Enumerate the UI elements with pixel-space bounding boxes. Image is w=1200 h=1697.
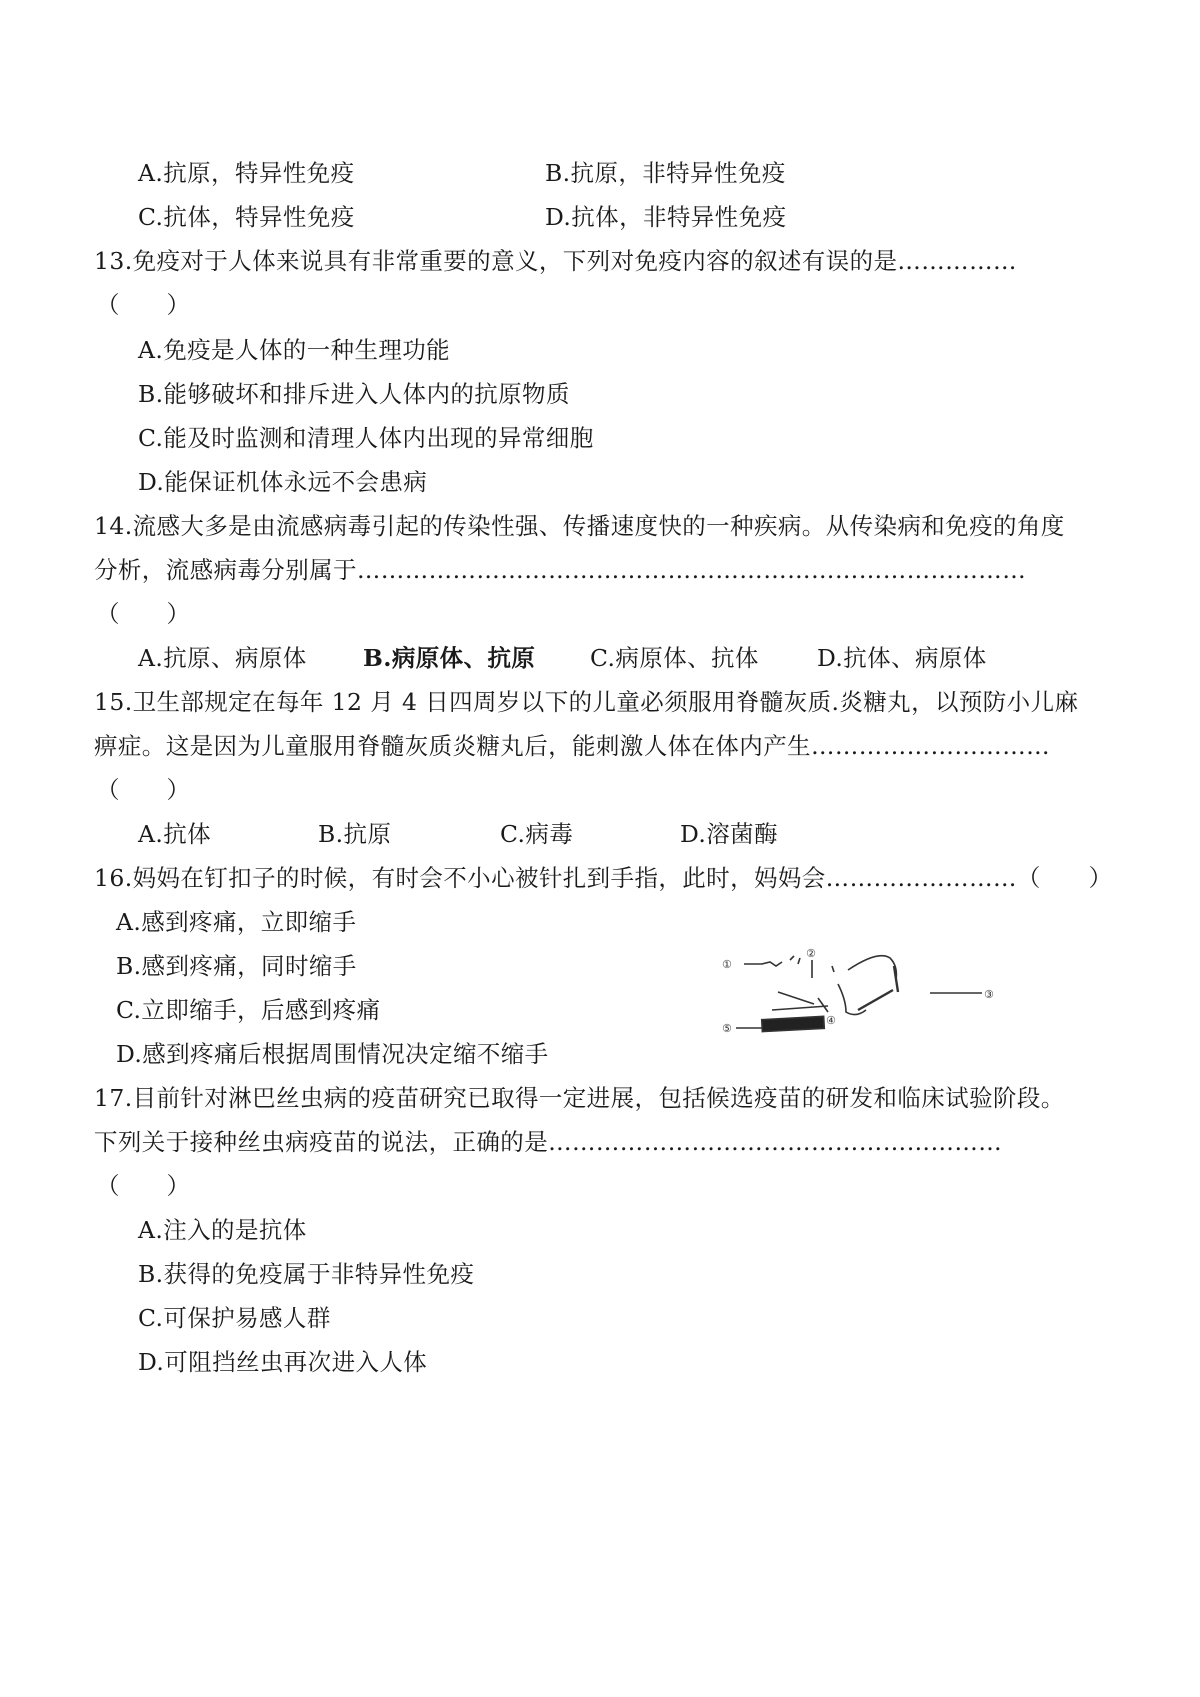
effector-leader [772,1006,828,1010]
q14-stem-line1: 14.流感大多是由流感病毒引起的传染性强、传播速度快的一种疾病。从传染病和免疫的角度 [94,512,1065,540]
q17-option-b: B.获得的免疫属于非特异性免疫 [138,1260,475,1288]
figure-label-5: ⑤ [722,1022,732,1035]
effector-block [762,1016,825,1031]
q15-stem-line2: 痹症。这是因为儿童服用脊髓灰质炎糖丸后，能刺激人体在体内产生………………………… [94,732,1050,760]
q15-option-d: D.溶菌酶 [680,820,778,848]
q15-option-b: B.抗原 [318,820,392,848]
efferent-line [858,990,893,1010]
q12-option-a: A.抗原，特异性免疫 [138,159,355,187]
q13-option-d: D.能保证机体永远不会患病 [138,468,428,496]
receptor-marks [790,956,800,964]
reflex-arc-diagram [718,940,1008,1040]
q13-stem: 13.免疫对于人体来说具有非常重要的意义，下列对免疫内容的叙述有误的是…………… [94,247,1017,275]
reflex-arc-svg [718,940,1008,1040]
q13-option-c: C.能及时监测和清理人体内出现的异常细胞 [138,424,594,452]
q17-answer-paren: （ ） [96,1172,190,1200]
q16-option-c: C.立即缩手，后感到疼痛 [116,996,381,1024]
figure-label-4: ④ [826,1014,836,1027]
q12-option-d: D.抗体，非特异性免疫 [545,203,787,231]
receptor-line [744,962,782,966]
q14-stem-line2: 分析，流感病毒分别属于………………………………………………………………………… [94,556,1027,584]
q15-option-a: A.抗体 [138,820,212,848]
q14-option-a: A.抗原、病原体 [138,644,307,672]
q15-option-c: C.病毒 [500,820,574,848]
q17-stem-line1: 17.目前针对淋巴丝虫病的疫苗研究已取得一定进展，包括候选疫苗的研发和临床试验阶段。 [94,1084,1065,1112]
q14-option-d: D.抗体、病原体 [817,644,987,672]
q14-option-b: B.病原体、抗原 [363,644,536,672]
q13-option-b: B.能够破坏和排斥进入人体内的抗原物质 [138,380,570,408]
q12-option-b: B.抗原，非特异性免疫 [545,159,786,187]
spinal-arc [848,956,896,980]
q12-option-c: C.抗体，特异性免疫 [138,203,355,231]
q15-answer-paren: （ ） [96,776,190,804]
figure-label-1: ① [722,958,732,971]
q17-option-a: A.注入的是抗体 [138,1216,307,1244]
q17-stem-line2: 下列关于接种丝虫病疫苗的说法，正确的是………………………………………………… [94,1128,1003,1156]
q15-stem-line1: 15.卫生部规定在每年 12 月 4 日四周岁以下的儿童必须服用脊髓灰质.炎糖丸，以预防小儿麻 [94,688,1079,716]
q13-option-a: A.免疫是人体的一种生理功能 [138,336,451,364]
figure-label-3: ③ [984,988,994,1001]
q17-option-d: D.可阻挡丝虫再次进入人体 [138,1348,428,1376]
q13-answer-paren: （ ） [96,291,190,319]
q14-option-c: C.病原体、抗体 [590,644,759,672]
q16-option-b: B.感到疼痛，同时缩手 [116,952,357,980]
q16-option-d: D.感到疼痛后根据周围情况决定缩不缩手 [116,1040,549,1068]
q16-option-a: A.感到疼痛，立即缩手 [116,908,357,936]
q17-option-c: C.可保护易感人群 [138,1304,331,1332]
q16-stem: 16.妈妈在钉扣子的时候，有时会不小心被针扎到手指，此时，妈妈会……………………（ ） [94,864,1113,892]
figure-label-2: ② [806,947,816,960]
q14-answer-paren: （ ） [96,600,190,628]
